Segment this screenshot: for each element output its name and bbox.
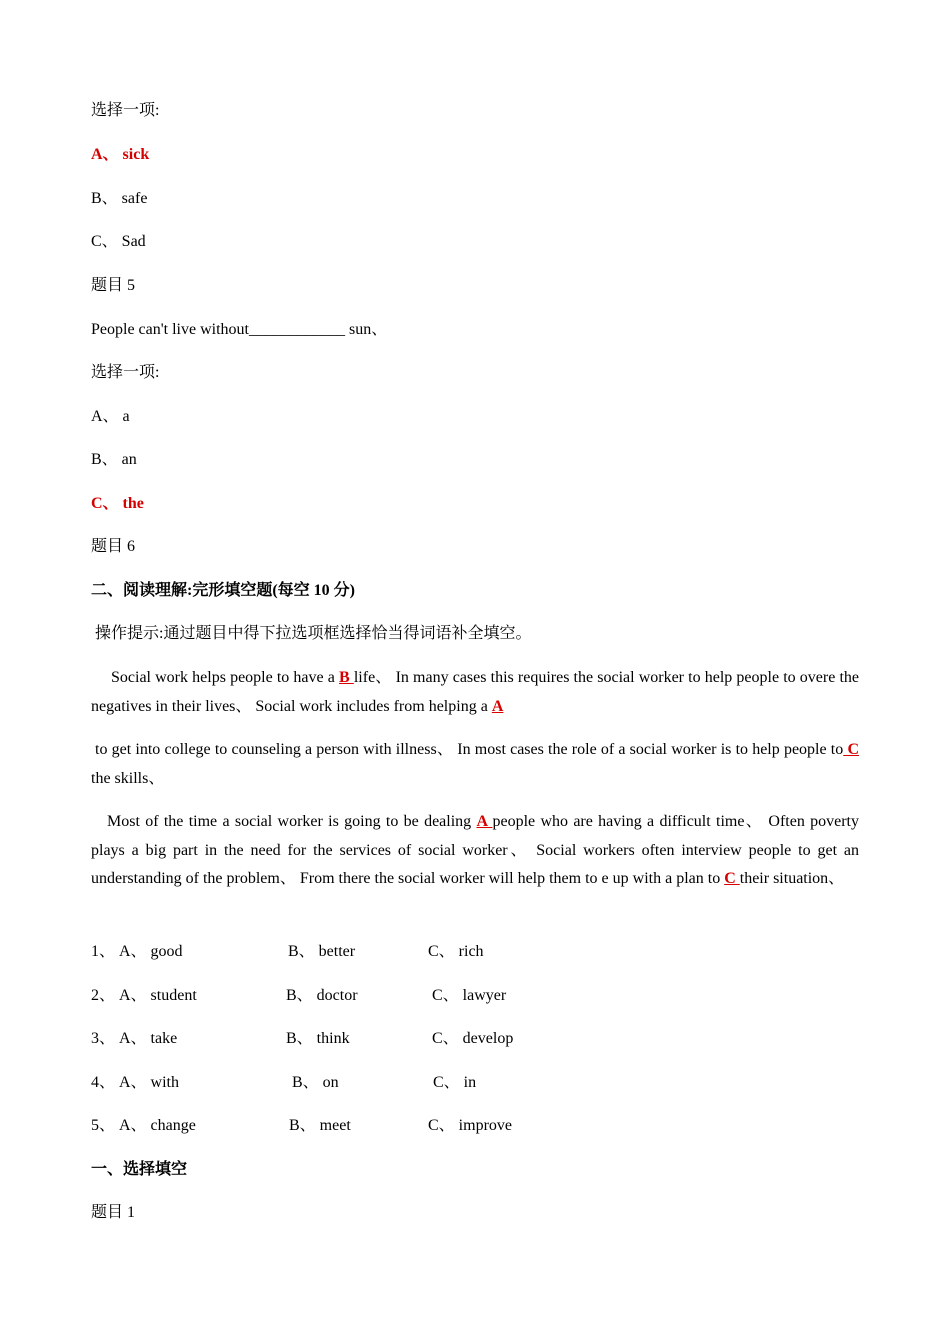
q6-title: 题目 6	[91, 538, 136, 555]
section1-heading: 一、选择填空	[91, 1161, 188, 1178]
choice-4-a[interactable]: 4、 A、 with	[91, 1074, 180, 1091]
cloze-p3-text-3: their situation、	[739, 870, 845, 887]
choice-4-c[interactable]: C、 in	[433, 1074, 477, 1091]
q5-prompt-label: 选择一项:	[91, 364, 160, 381]
cloze-p3-text-1: Most of the time a social worker is going to be dealing	[107, 813, 477, 830]
cloze-p2-text-2: the skills、	[91, 769, 165, 787]
cloze-p2-text-1: to get into college to counseling a person with illness、 In most cases the role of a social worker is to help people to	[95, 741, 844, 758]
q1-title: 题目 1	[91, 1204, 136, 1221]
cloze-blank-2[interactable]: A	[491, 697, 504, 715]
choice-1-b[interactable]: B、 better	[288, 943, 356, 960]
q4-option-b[interactable]: B、 safe	[91, 190, 148, 207]
q4-prompt-label: 选择一项:	[91, 102, 160, 119]
q5-option-b[interactable]: B、 an	[91, 451, 137, 468]
q4-option-c[interactable]: C、 Sad	[91, 233, 146, 250]
q5-option-c[interactable]: C、 the	[91, 495, 144, 512]
cloze-blank-3[interactable]: C	[843, 741, 859, 758]
choice-2-a[interactable]: 2、 A、 student	[91, 987, 197, 1004]
cloze-paragraph-3	[91, 808, 859, 894]
section2-hint: 操作提示:通过题目中得下拉选项框选择恰当得词语补全填空。	[95, 625, 532, 642]
choice-3-a[interactable]: 3、 A、 take	[91, 1030, 178, 1047]
choice-3-b[interactable]: B、 think	[286, 1030, 350, 1047]
choice-5-b[interactable]: B、 meet	[289, 1117, 351, 1134]
choice-5-c[interactable]: C、 improve	[428, 1117, 512, 1134]
choice-3-c[interactable]: C、 develop	[432, 1030, 514, 1047]
section2-heading: 二、阅读理解:完形填空题(每空 10 分)	[91, 582, 355, 599]
cloze-blank-4[interactable]: A	[476, 813, 493, 830]
cloze-blank-5[interactable]: C	[724, 870, 740, 887]
cloze-paragraph-1	[91, 664, 859, 721]
choice-5-a[interactable]: 5、 A、 change	[91, 1117, 196, 1134]
q5-option-a[interactable]: A、 a	[91, 408, 130, 425]
cloze-blank-1[interactable]: B	[339, 669, 354, 686]
choice-1-c[interactable]: C、 rich	[428, 943, 484, 960]
cloze-paragraph-2	[91, 736, 859, 793]
q5-title: 题目 5	[91, 277, 136, 294]
choice-1-a[interactable]: 1、 A、 good	[91, 943, 183, 960]
cloze-p1-text-1: Social work helps people to have a	[111, 669, 340, 686]
q5-question: People can't live without____________ sun、	[91, 321, 388, 338]
q4-option-a[interactable]: A、 sick	[91, 146, 150, 163]
choice-2-c[interactable]: C、 lawyer	[432, 987, 507, 1004]
choice-2-b[interactable]: B、 doctor	[286, 987, 358, 1004]
choice-4-b[interactable]: B、 on	[292, 1074, 339, 1091]
cloze-p1-text-2: life、 In many cases this requires the social worker to help people to overe the negatives in their lives、 Social work includes from helping a	[91, 669, 860, 715]
cloze-p3-text-2: people who are having a difficult time、 Often poverty plays a big part in the need for the services of social worker、 Social workers often interview people to get an understanding of the problem、 From there the social worker will help them to e up with a plan to	[91, 813, 860, 887]
